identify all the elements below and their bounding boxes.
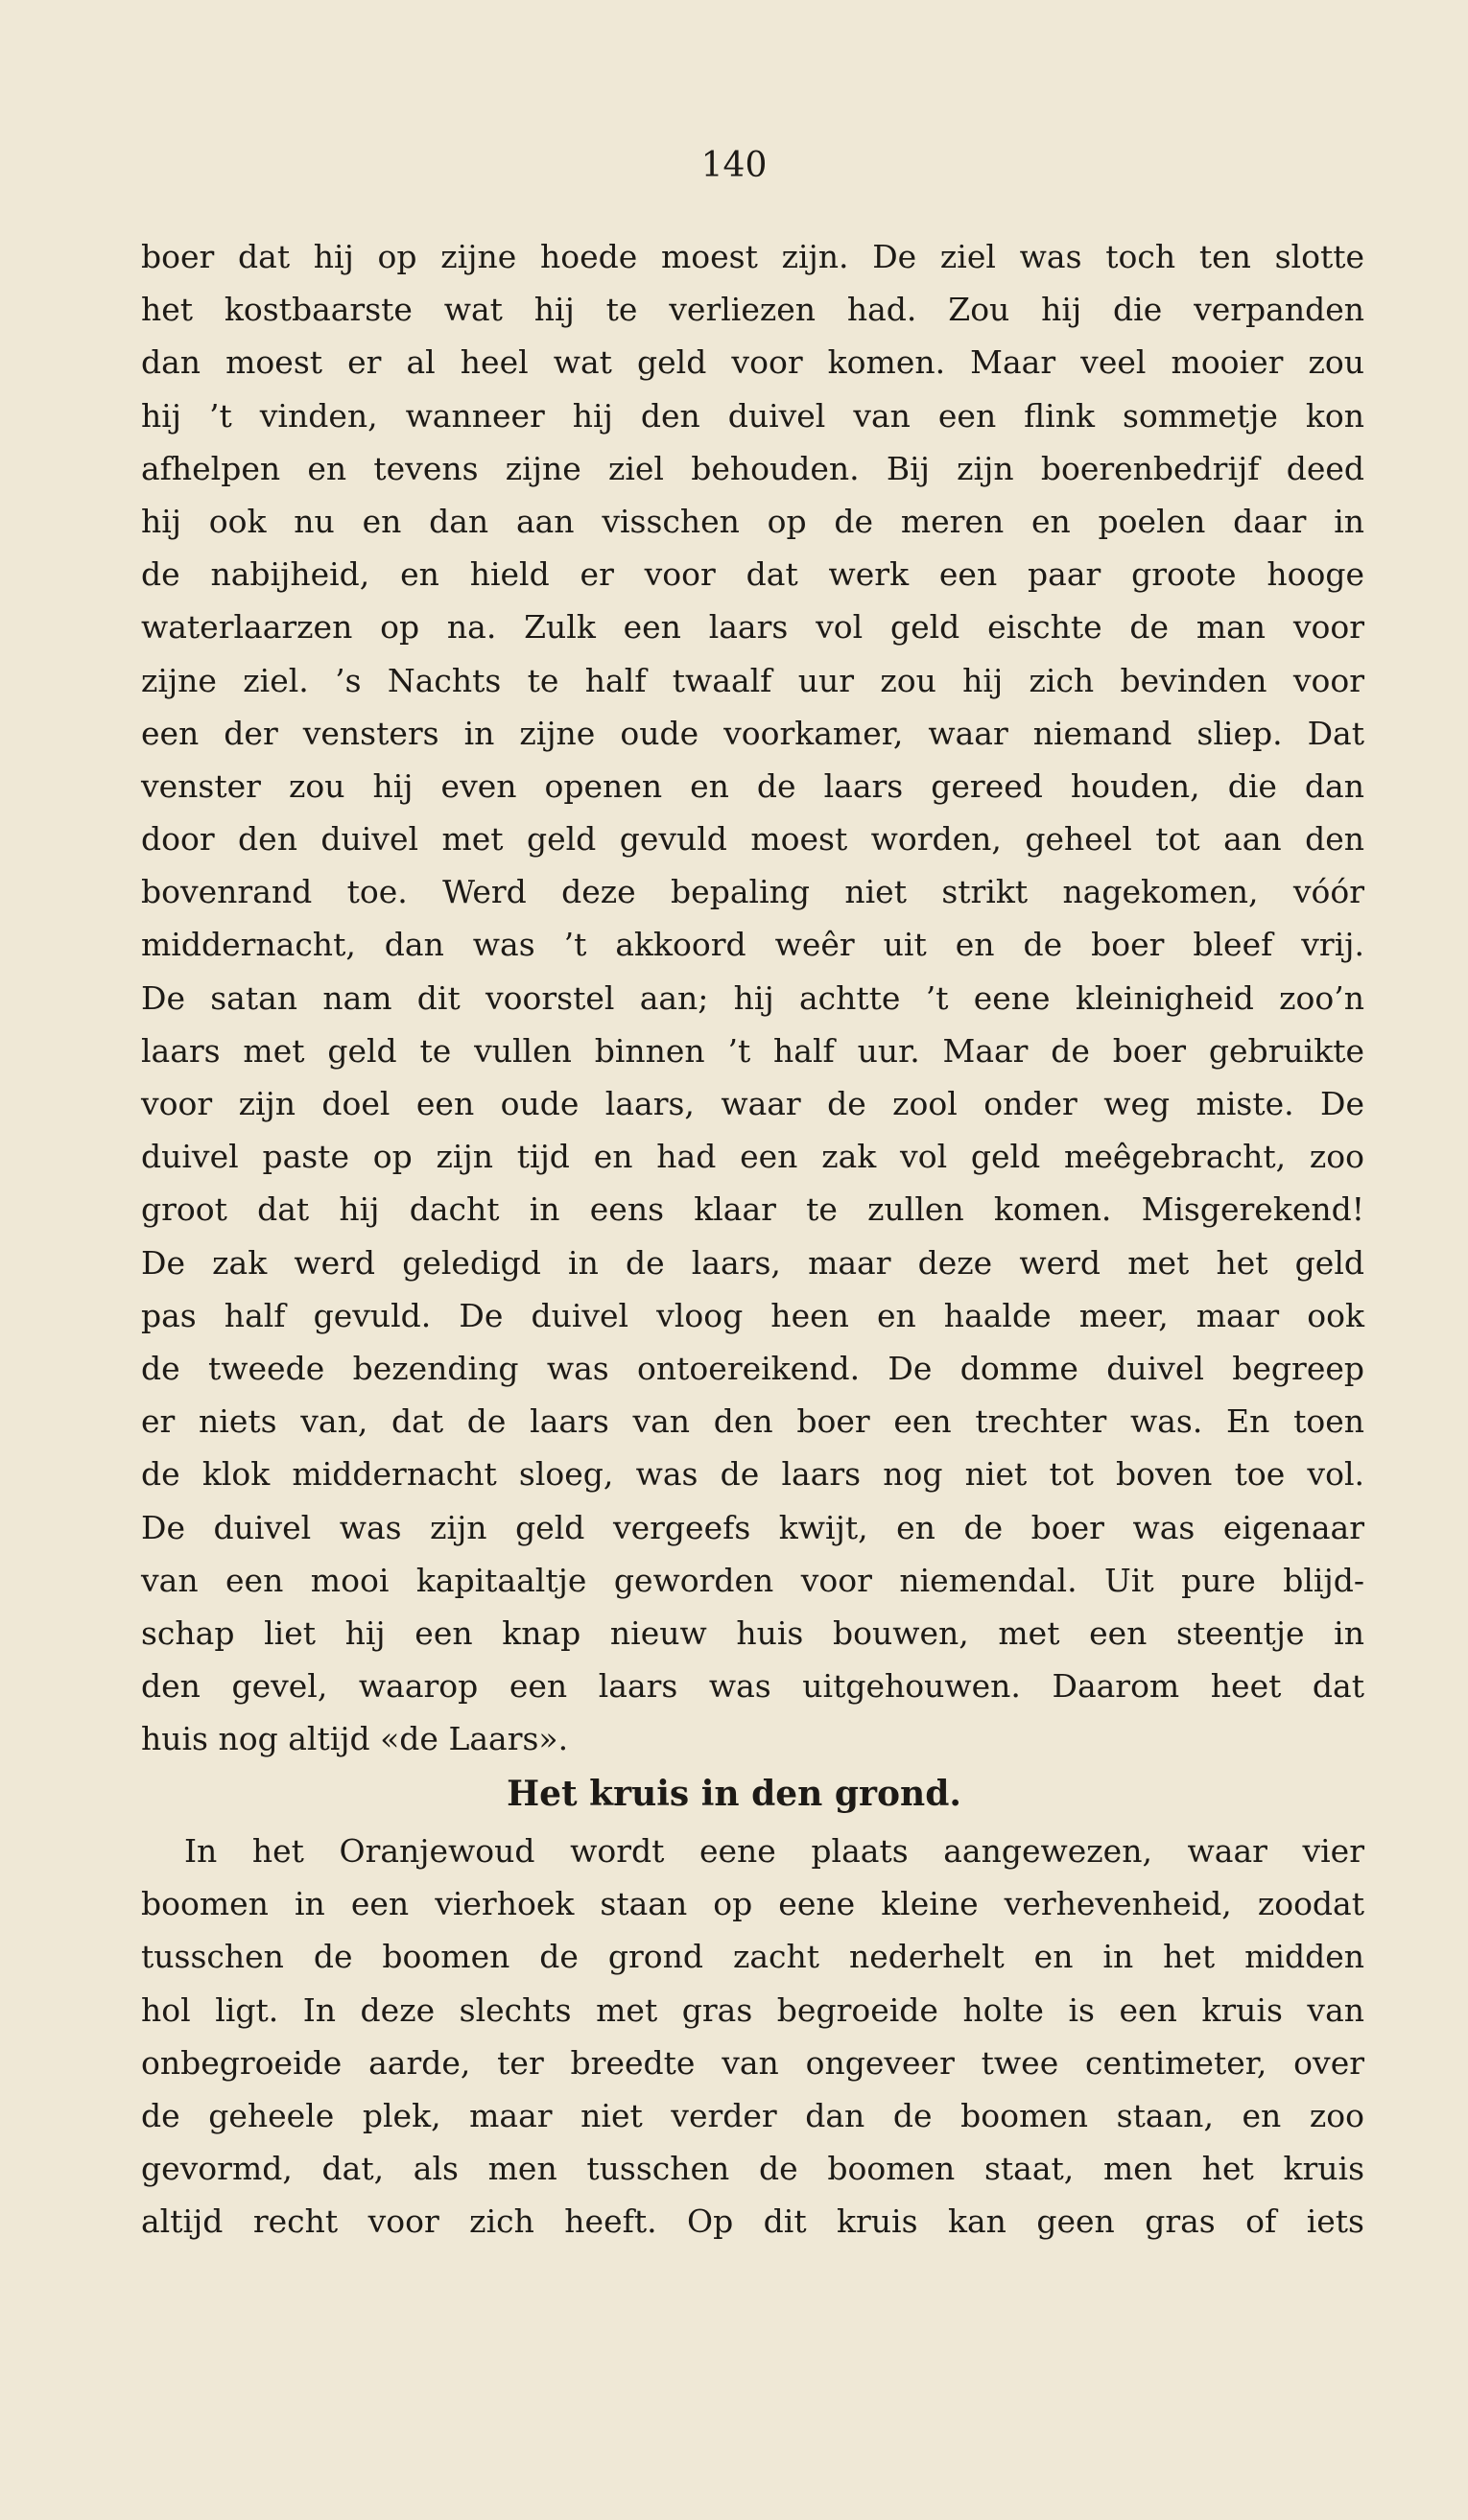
text-line: de klok middernacht sloeg, was de laars nog niet tot boven toe vol. bbox=[141, 1455, 1364, 1494]
text-line: onbegroeide aarde, ter breedte van ongeveer twee centimeter, over bbox=[141, 2043, 1364, 2082]
text-line: In het Oranjewoud wordt eene plaats aangewezen, waar vier bbox=[184, 1832, 1364, 1870]
text-line: De satan nam dit voorstel aan; hij achtte ’t eene kleinigheid zoo’n bbox=[141, 978, 1364, 1017]
text-line: huis nog altijd «de Laars». bbox=[141, 1720, 569, 1758]
text-line: boomen in een vierhoek staan op eene kleine verhevenheid, zoodat bbox=[141, 1885, 1364, 1923]
text-line: tusschen de boomen de grond zacht nederhelt en in het midden bbox=[141, 1938, 1364, 1976]
text-line: boer dat hij op zijne hoede moest zijn. De ziel was toch ten slotte bbox=[141, 238, 1364, 275]
text-line: hol ligt. In deze slechts met gras begroeide holte is een kruis van bbox=[141, 1990, 1364, 2029]
text-line: pas half gevuld. De duivel vloog heen en haalde meer, maar ook bbox=[141, 1296, 1364, 1334]
text-line: altijd recht voor zich heeft. Op dit kruis kan geen gras of iets bbox=[141, 2202, 1364, 2241]
text-line: de tweede bezending was ontoereikend. De domme duivel begreep bbox=[141, 1349, 1364, 1387]
paragraph-het-kruis bbox=[141, 1825, 1364, 2249]
text-line: voor zijn doel een oude laars, waar de zool onder weg miste. De bbox=[141, 1085, 1364, 1122]
text-line: laars met geld te vullen binnen ’t half uur. Maar de boer gebruikte bbox=[141, 1031, 1364, 1070]
text-line: venster zou hij even openen en de laars gereed houden, die dan bbox=[141, 766, 1364, 805]
text-line: dan moest er al heel wat geld voor komen. Maar veel mooier zou bbox=[141, 343, 1364, 382]
text-line: den gevel, waarop een laars was uitgehouwen. Daarom heet dat bbox=[141, 1667, 1364, 1706]
text-line: een der vensters in zijne oude voorkamer, waar niemand sliep. Dat bbox=[141, 714, 1364, 752]
text-line: De zak werd geledigd in de laars, maar deze werd met het geld bbox=[141, 1243, 1364, 1282]
page-number: 140 bbox=[700, 146, 768, 185]
text-line: hij ’t vinden, wanneer hij den duivel van een flink sommetje kon bbox=[141, 396, 1364, 435]
text-line: de geheele plek, maar niet verder dan de boomen staan, en zoo bbox=[141, 2096, 1364, 2134]
text-line: waterlaarzen op na. Zulk een laars vol geld eischte de man voor bbox=[141, 608, 1364, 647]
text-line: door den duivel met geld gevuld moest worden, geheel tot aan den bbox=[141, 820, 1364, 859]
paragraph-de-laars bbox=[141, 230, 1364, 1765]
text-line: bovenrand toe. Werd deze bepaling niet strikt nagekomen, vóór bbox=[141, 873, 1364, 911]
text-line: gevormd, dat, als men tusschen de boomen staat, men het kruis bbox=[141, 2150, 1364, 2188]
text-line: groot dat hij dacht in eens klaar te zullen komen. Misgerekend! bbox=[141, 1190, 1364, 1229]
text-line: zijne ziel. ’s Nachts te half twaalf uur zou hij zich bevinden voor bbox=[141, 661, 1364, 699]
text-line: hij ook nu en dan aan visschen op de meren en poelen daar in bbox=[141, 502, 1364, 540]
text-line: De duivel was zijn geld vergeefs kwijt, en de boer was eigenaar bbox=[141, 1508, 1364, 1546]
text-line: er niets van, dat de laars van den boer een trechter was. En toen bbox=[141, 1402, 1364, 1441]
text-line: van een mooi kapitaaltje geworden voor niemendal. Uit pure blijd- bbox=[141, 1561, 1364, 1599]
text-line: duivel paste op zijn tijd en had een zak vol geld meêgebracht, zoo bbox=[141, 1138, 1364, 1176]
text-line: het kostbaarste wat hij te verliezen had. Zou hij die verpanden bbox=[141, 291, 1364, 329]
section-heading: Het kruis in den grond. bbox=[507, 1774, 961, 1814]
text-line: schap liet hij een knap nieuw huis bouwen, met een steentje in bbox=[141, 1613, 1364, 1652]
text-line: middernacht, dan was ’t akkoord weêr uit en de boer bleef vrij. bbox=[141, 926, 1364, 964]
text-line: afhelpen en tevens zijne ziel behouden. Bij zijn boerenbedrijf deed bbox=[141, 449, 1364, 487]
text-line: de nabijheid, en hield er voor dat werk een paar groote hooge bbox=[141, 555, 1364, 594]
